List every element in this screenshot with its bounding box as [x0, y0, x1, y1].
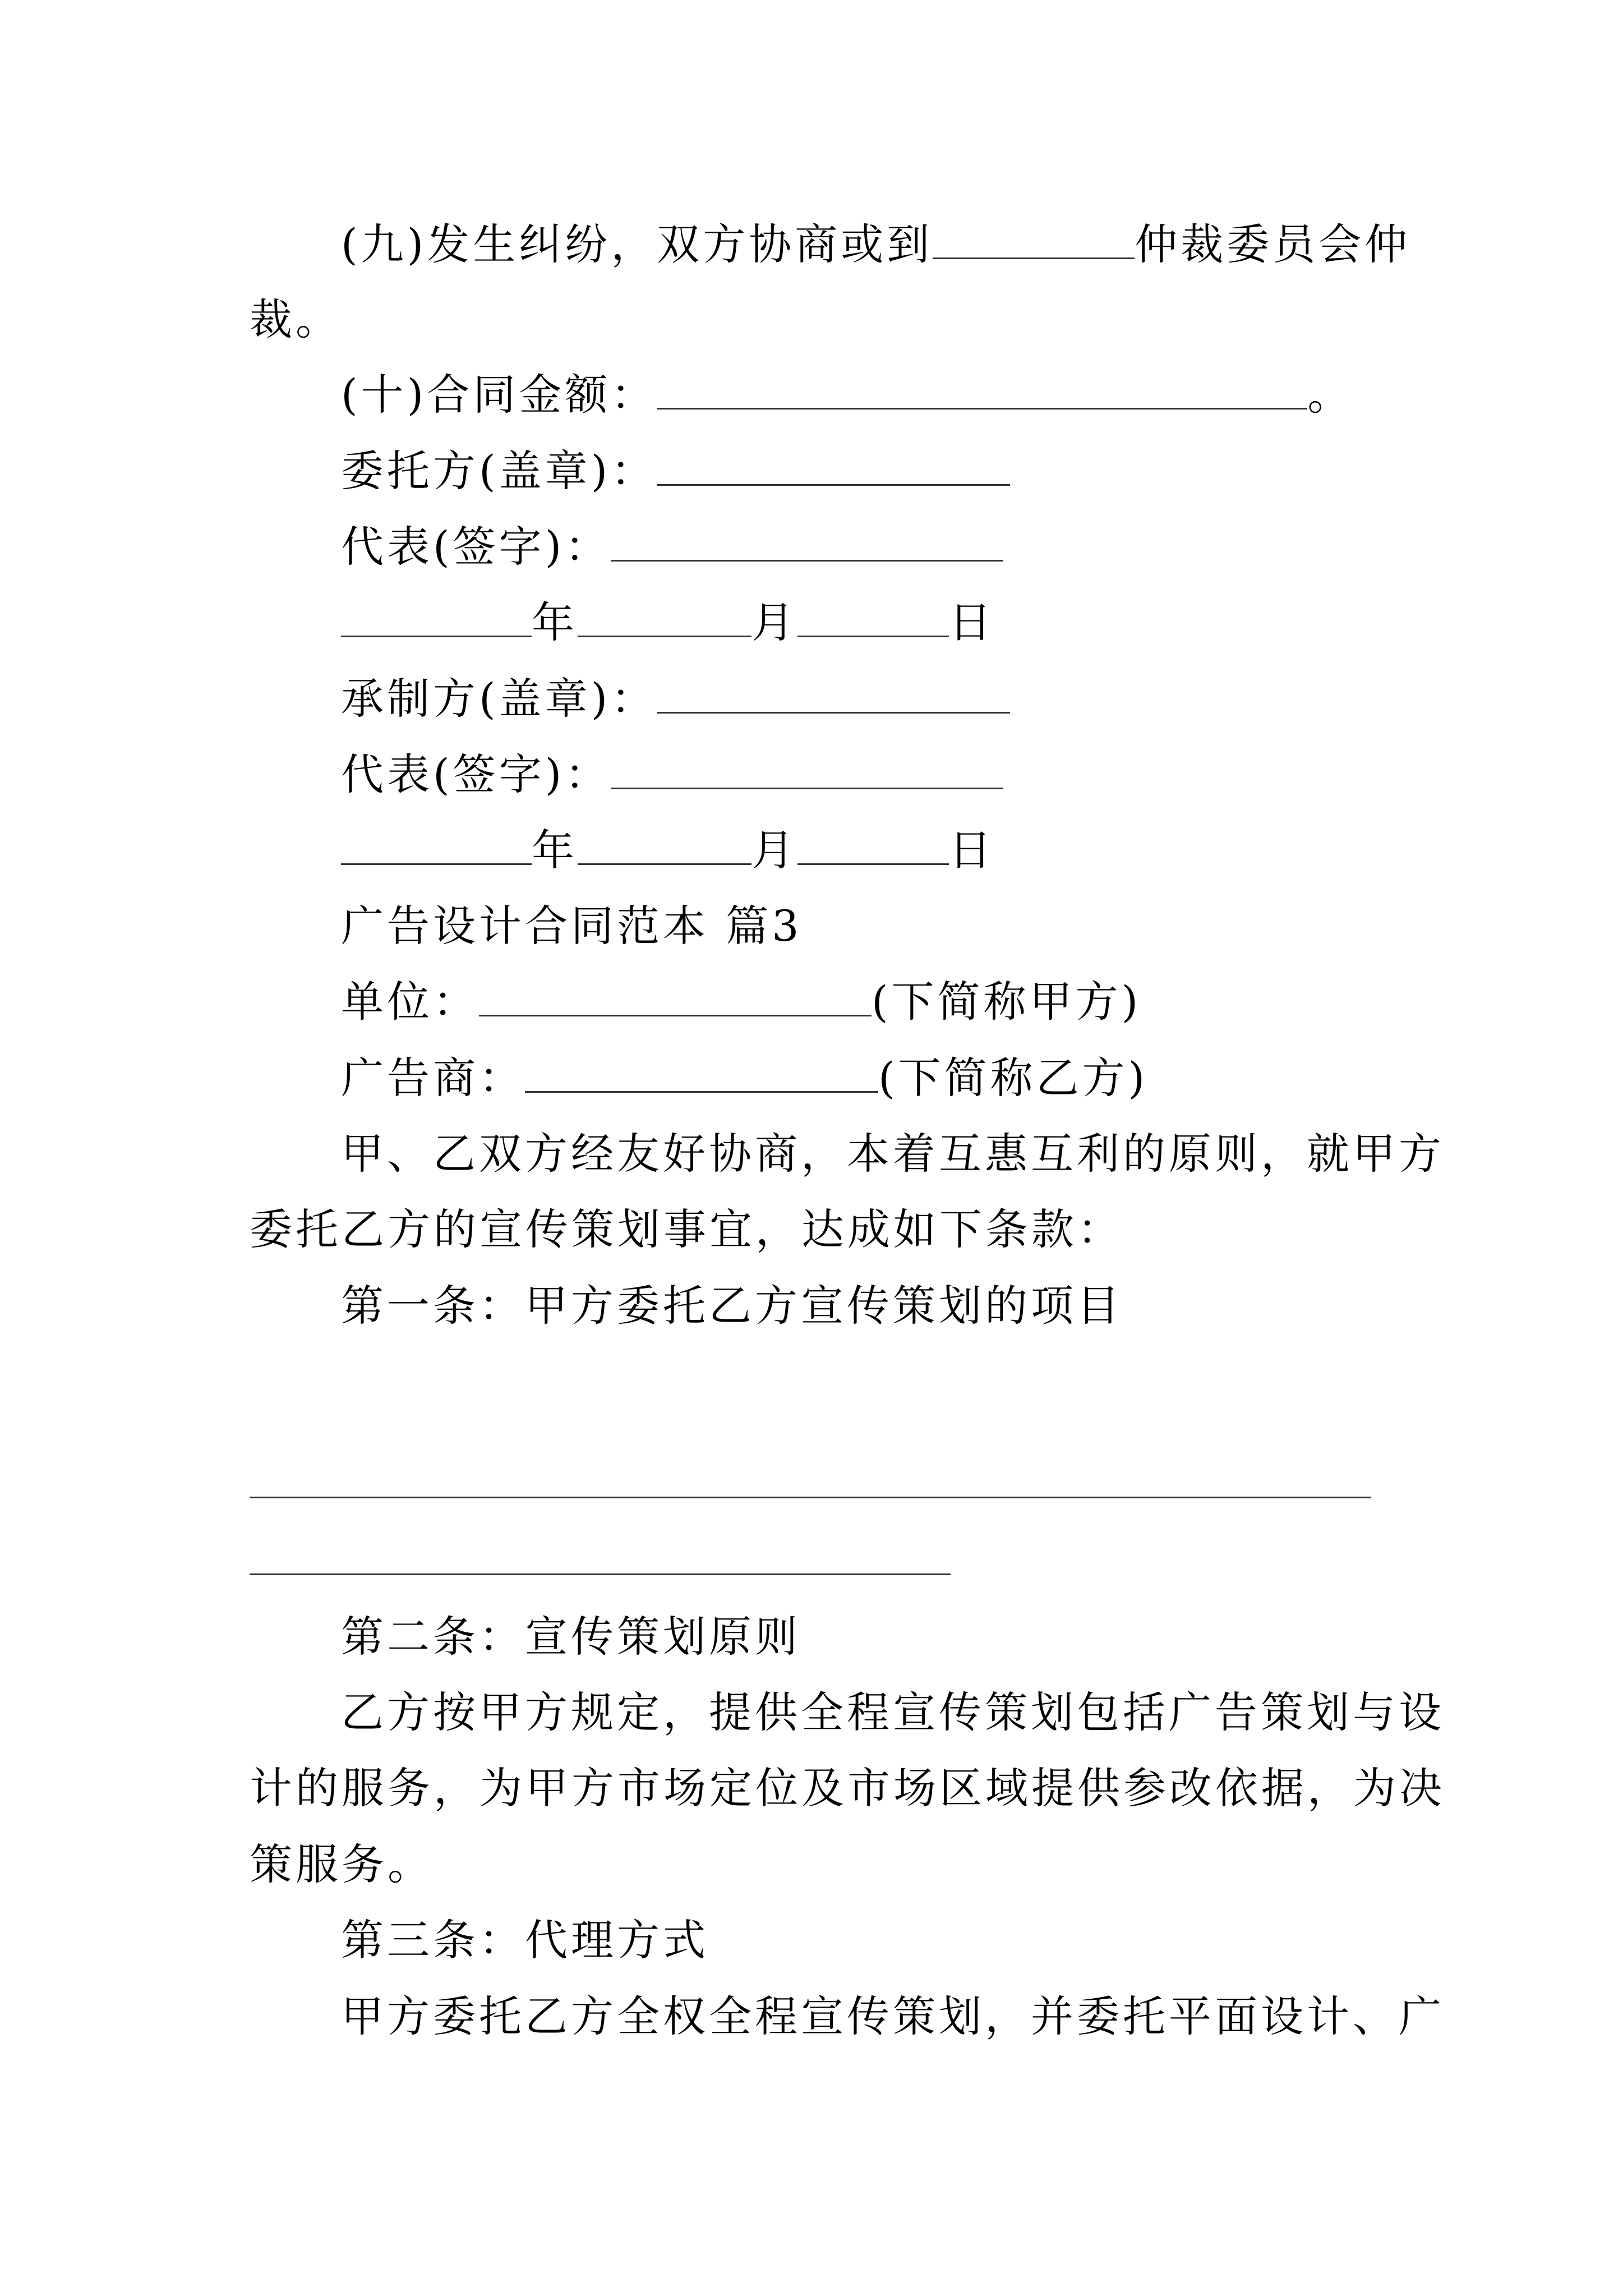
contract-amount-end: 。	[1307, 370, 1354, 420]
clause-10-line	[341, 367, 1353, 423]
article-2-paragraph-line3: 策服务。	[250, 1839, 434, 1889]
article-2-paragraph-line1: 乙方按甲方规定，提供全程宣传策划包括广告策划与设	[341, 1687, 1445, 1737]
intro-paragraph-line1: 甲、乙双方经友好协商，本着互惠互利的原则，就甲方	[341, 1129, 1445, 1179]
clause-9-text: (九)发生纠纷，双方协商或到	[341, 219, 933, 269]
contractor-month-blank	[578, 829, 751, 865]
contractor-seal-line	[341, 671, 1010, 727]
contractor-seal-label: 承制方(盖章)：	[341, 674, 657, 724]
article-1-heading: 第一条：甲方委托乙方宣传策划的项目	[341, 1281, 1123, 1331]
section-heading: 广告设计合同范本 篇3	[341, 901, 803, 951]
clause-9-line	[341, 217, 1410, 273]
party-a-blank	[479, 980, 872, 1016]
party-b-line	[341, 1050, 1148, 1106]
contract-amount-label: (十)合同金额：	[341, 370, 657, 420]
article-2-paragraph-line2: 计的服务，为甲方市场定位及市场区域提供参改依据，为决	[250, 1763, 1445, 1813]
contractor-sign-line	[341, 747, 1003, 803]
party-b-suffix: (下简称乙方)	[878, 1053, 1149, 1103]
clause-9-continuation: 裁。	[250, 295, 342, 344]
intro-paragraph-line2: 委托乙方的宣传策划事宜，达成如下条款：	[250, 1204, 1123, 1254]
party-a-suffix: (下简称甲方)	[872, 977, 1142, 1027]
contractor-date-line	[341, 822, 995, 878]
party-a-line	[341, 974, 1141, 1030]
client-date-line	[341, 595, 995, 651]
client-seal-label: 委托方(盖章)：	[341, 446, 657, 496]
client-day-blank	[797, 601, 949, 637]
contractor-sign-label: 代表(签字)：	[341, 749, 611, 799]
year-label: 年	[532, 597, 578, 647]
client-sign-blank	[611, 525, 1003, 562]
article-2-heading: 第二条：宣传策划原则	[341, 1612, 801, 1662]
contract-amount-blank	[657, 373, 1307, 409]
day-label: 日	[949, 597, 995, 647]
contractor-sign-blank	[611, 753, 1003, 789]
article-3-paragraph-line1: 甲方委托乙方全权全程宣传策划，并委托平面设计、广	[341, 1991, 1445, 2041]
year-label: 年	[532, 825, 578, 875]
client-month-blank	[578, 601, 751, 637]
month-label: 月	[751, 597, 797, 647]
client-year-blank	[341, 601, 532, 637]
fill-in-line	[250, 1497, 1371, 1498]
fill-in-line	[250, 1573, 951, 1575]
clause-9-text-tail: 仲裁委员会仲	[1135, 219, 1411, 269]
party-a-label: 单位：	[341, 977, 479, 1027]
client-seal-blank	[657, 449, 1010, 486]
client-sign-label: 代表(签字)：	[341, 522, 611, 572]
day-label: 日	[949, 825, 995, 875]
arbitration-blank	[933, 223, 1135, 259]
client-sign-line	[341, 519, 1003, 575]
contractor-seal-blank	[657, 677, 1010, 714]
month-label: 月	[751, 825, 797, 875]
client-seal-line	[341, 443, 1010, 499]
contractor-day-blank	[797, 829, 949, 865]
party-b-blank	[525, 1056, 878, 1093]
contractor-year-blank	[341, 829, 532, 865]
party-b-label: 广告商：	[341, 1053, 525, 1103]
article-3-heading: 第三条：代理方式	[341, 1915, 709, 1965]
